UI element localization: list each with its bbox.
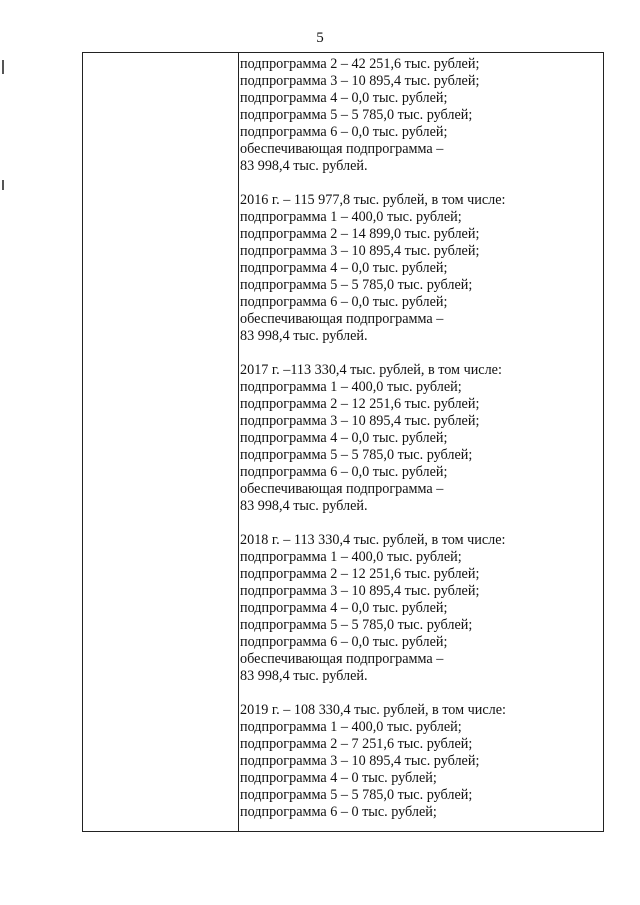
text-line: подпрограмма 6 – 0,0 тыс. рублей; <box>240 634 448 650</box>
scan-edge-mark <box>2 60 4 74</box>
text-line: подпрограмма 1 – 400,0 тыс. рублей; <box>240 719 462 735</box>
text-line: подпрограмма 2 – 14 899,0 тыс. рублей; <box>240 226 480 242</box>
text-line: подпрограмма 4 – 0,0 тыс. рублей; <box>240 430 448 446</box>
text-line: подпрограмма 6 – 0,0 тыс. рублей; <box>240 294 448 310</box>
text-line: обеспечивающая подпрограмма – <box>240 141 444 157</box>
text-line: 83 998,4 тыс. рублей. <box>240 328 368 344</box>
text-line: обеспечивающая подпрограмма – <box>240 651 444 667</box>
text-line: 83 998,4 тыс. рублей. <box>240 668 368 684</box>
text-line: подпрограмма 4 – 0,0 тыс. рублей; <box>240 90 448 106</box>
text-line: подпрограмма 5 – 5 785,0 тыс. рублей; <box>240 447 473 463</box>
text-line: подпрограмма 6 – 0,0 тыс. рублей; <box>240 464 448 480</box>
text-line: подпрограмма 3 – 10 895,4 тыс. рублей; <box>240 243 480 259</box>
funding-block <box>240 362 595 515</box>
text-line: подпрограмма 2 – 12 251,6 тыс. рублей; <box>240 566 480 582</box>
funding-block <box>240 532 595 685</box>
page-number: 5 <box>316 30 324 46</box>
scan-edge-mark <box>2 180 4 190</box>
text-line: подпрограмма 4 – 0 тыс. рублей; <box>240 770 437 786</box>
text-line: 83 998,4 тыс. рублей. <box>240 498 368 514</box>
text-line: подпрограмма 3 – 10 895,4 тыс. рублей; <box>240 413 480 429</box>
funding-table <box>82 52 604 832</box>
text-line: подпрограмма 3 – 10 895,4 тыс. рублей; <box>240 73 480 89</box>
text-line: подпрограмма 5 – 5 785,0 тыс. рублей; <box>240 107 473 123</box>
funding-block <box>240 702 595 821</box>
text-line: подпрограмма 3 – 10 895,4 тыс. рублей; <box>240 583 480 599</box>
year-total-line: 2019 г. – 108 330,4 тыс. рублей, в том числе: <box>240 702 506 718</box>
table-left-column <box>83 53 239 831</box>
text-line: обеспечивающая подпрограмма – <box>240 311 444 327</box>
text-line: подпрограмма 4 – 0,0 тыс. рублей; <box>240 260 448 276</box>
text-line: подпрограмма 6 – 0,0 тыс. рублей; <box>240 124 448 140</box>
year-total-line: 2017 г. –113 330,4 тыс. рублей, в том числе: <box>240 362 502 378</box>
text-line: подпрограмма 1 – 400,0 тыс. рублей; <box>240 209 462 225</box>
year-total-line: 2018 г. – 113 330,4 тыс. рублей, в том числе: <box>240 532 506 548</box>
text-line: подпрограмма 6 – 0 тыс. рублей; <box>240 804 437 820</box>
text-line: подпрограмма 2 – 7 251,6 тыс. рублей; <box>240 736 473 752</box>
funding-block <box>240 56 595 175</box>
text-line: подпрограмма 5 – 5 785,0 тыс. рублей; <box>240 617 473 633</box>
funding-block <box>240 192 595 345</box>
text-line: подпрограмма 3 – 10 895,4 тыс. рублей; <box>240 753 480 769</box>
text-line: 83 998,4 тыс. рублей. <box>240 158 368 174</box>
text-line: подпрограмма 2 – 12 251,6 тыс. рублей; <box>240 396 480 412</box>
table-right-column <box>240 56 595 821</box>
text-line: подпрограмма 4 – 0,0 тыс. рублей; <box>240 600 448 616</box>
text-line: подпрограмма 1 – 400,0 тыс. рублей; <box>240 379 462 395</box>
text-line: подпрограмма 5 – 5 785,0 тыс. рублей; <box>240 787 473 803</box>
text-line: подпрограмма 1 – 400,0 тыс. рублей; <box>240 549 462 565</box>
text-line: подпрограмма 5 – 5 785,0 тыс. рублей; <box>240 277 473 293</box>
text-line: обеспечивающая подпрограмма – <box>240 481 444 497</box>
text-line: подпрограмма 2 – 42 251,6 тыс. рублей; <box>240 56 480 72</box>
year-total-line: 2016 г. – 115 977,8 тыс. рублей, в том числе: <box>240 192 506 208</box>
